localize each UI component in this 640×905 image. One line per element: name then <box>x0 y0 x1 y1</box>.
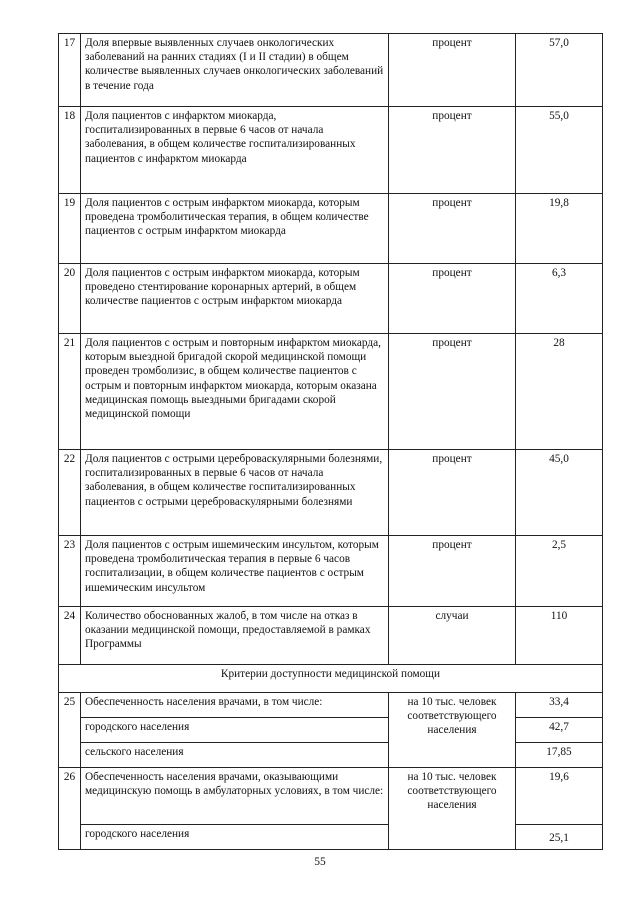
table-row <box>59 825 603 850</box>
table-row <box>59 743 603 768</box>
indicator-name: городского населения <box>81 825 389 850</box>
indicator-value: 55,0 <box>516 107 603 194</box>
indicator-value: 42,7 <box>516 718 603 743</box>
row-number: 17 <box>59 34 81 107</box>
indicator-name: Доля пациентов с острыми цереброваскулярными болезнями, госпитализированных в первые 6 часов от начала заболевания, в общем количестве госпитализированных пациентов с острыми цереброваскулярными болезнями <box>81 450 389 536</box>
unit-of-measure: на 10 тыс. человек соответствующего населения <box>389 768 516 850</box>
indicator-value: 110 <box>516 607 603 665</box>
indicator-value: 45,0 <box>516 450 603 536</box>
indicators-table <box>58 33 603 850</box>
unit-of-measure: процент <box>389 450 516 536</box>
indicator-value: 25,1 <box>516 825 603 850</box>
row-number: 25 <box>59 693 81 768</box>
row-number: 21 <box>59 334 81 450</box>
indicator-name: Доля пациентов с инфарктом миокарда, госпитализированных в первые 6 часов от начала заболевания, в общем количестве госпитализированных пациентов с инфарктом миокарда <box>81 107 389 194</box>
indicator-value: 28 <box>516 334 603 450</box>
indicator-name: Доля пациентов с острым инфарктом миокарда, которым проведено стентирование коронарных артерий, в общем количестве пациентов с острым инфарктом миокарда <box>81 264 389 334</box>
row-number: 18 <box>59 107 81 194</box>
indicator-name: Обеспеченность населения врачами, оказывающими медицинскую помощь в амбулаторных условиях, в том числе: <box>81 768 389 825</box>
row-number: 19 <box>59 194 81 264</box>
table-body <box>59 34 603 850</box>
table-row <box>59 334 603 450</box>
table-row <box>59 536 603 607</box>
table-row <box>59 768 603 825</box>
row-number: 23 <box>59 536 81 607</box>
row-number: 22 <box>59 450 81 536</box>
indicator-value: 33,4 <box>516 693 603 718</box>
table-row <box>59 718 603 743</box>
indicator-name: городского населения <box>81 718 389 743</box>
indicator-name: Доля пациентов с острым инфарктом миокарда, которым проведена тромболитическая терапия, в общем количестве пациентов с острым инфарктом миокарда <box>81 194 389 264</box>
row-number: 20 <box>59 264 81 334</box>
table-row <box>59 194 603 264</box>
indicator-value: 57,0 <box>516 34 603 107</box>
indicator-name: Доля пациентов с острым ишемическим инсультом, которым проведена тромболитическая терапия в первые 6 часов госпитализации, в общем количестве пациентов с острым ишемическим инсультом <box>81 536 389 607</box>
unit-of-measure: процент <box>389 194 516 264</box>
table-row <box>59 107 603 194</box>
indicator-value: 2,5 <box>516 536 603 607</box>
indicator-name: Количество обоснованных жалоб, в том числе на отказ в оказании медицинской помощи, предоставляемой в рамках Программы <box>81 607 389 665</box>
indicator-value: 6,3 <box>516 264 603 334</box>
indicator-value: 19,8 <box>516 194 603 264</box>
unit-of-measure: процент <box>389 264 516 334</box>
table-row <box>59 693 603 718</box>
unit-of-measure: процент <box>389 334 516 450</box>
indicator-name: Доля пациентов с острым и повторным инфарктом миокарда, которым выездной бригадой скорой медицинской помощи проведен тромболизис, в общем количестве пациентов с острым и повторным инфарктом миокарда, которым оказана медицинская помощь выездными бригадами скорой медицинской помощи <box>81 334 389 450</box>
unit-of-measure: процент <box>389 34 516 107</box>
row-number: 24 <box>59 607 81 665</box>
indicator-value: 17,85 <box>516 743 603 768</box>
unit-of-measure: случаи <box>389 607 516 665</box>
indicator-name: Доля впервые выявленных случаев онкологических заболеваний на ранних стадиях (I и II стадии) в общем количестве выявленных случаев онкологических заболеваний в течение года <box>81 34 389 107</box>
section-header-row <box>59 665 603 693</box>
table-row <box>59 264 603 334</box>
table-row <box>59 34 603 107</box>
unit-of-measure: процент <box>389 107 516 194</box>
indicator-name: Обеспеченность населения врачами, в том числе: <box>81 693 389 718</box>
table-row <box>59 450 603 536</box>
indicator-value: 19,6 <box>516 768 603 825</box>
unit-of-measure: на 10 тыс. человек соответствующего населения <box>389 693 516 768</box>
page-number: 55 <box>314 856 326 868</box>
indicator-name: сельского населения <box>81 743 389 768</box>
unit-of-measure: процент <box>389 536 516 607</box>
row-number: 26 <box>59 768 81 850</box>
section-title: Критерии доступности медицинской помощи <box>59 665 603 693</box>
table-row <box>59 607 603 665</box>
